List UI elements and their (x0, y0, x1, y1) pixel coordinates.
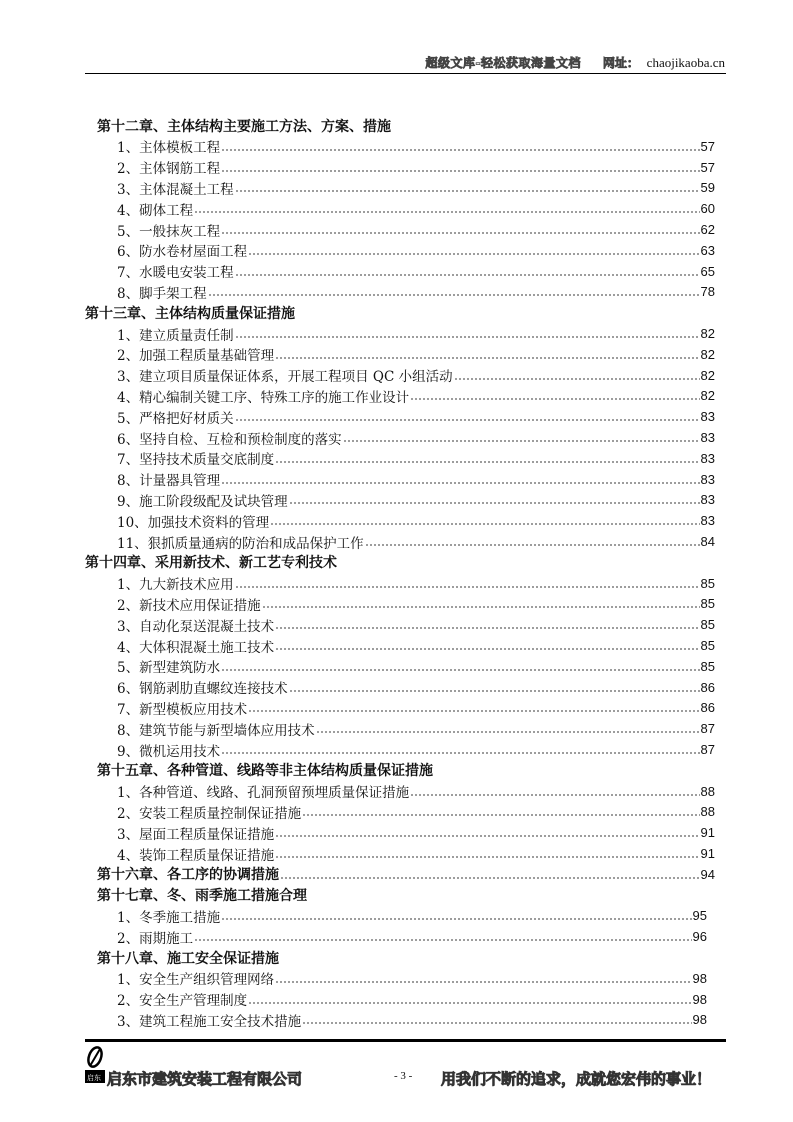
toc-page-number: 57 (700, 138, 715, 154)
toc-title: 2、主体钢筋工程 (117, 161, 221, 178)
toc-entry[interactable] (117, 531, 715, 552)
toc-title: 1、安全生产组织管理网络 (117, 972, 275, 989)
toc-leader-dots (235, 323, 700, 344)
toc-page-number: 86 (700, 679, 715, 695)
toc-chapter-heading[interactable] (97, 760, 715, 781)
toc-page-number: 85 (700, 638, 715, 653)
toc-leader-dots (235, 573, 700, 594)
toc-page-number: 83 (700, 471, 715, 487)
toc-chapter-heading[interactable] (97, 115, 715, 136)
toc-leader-dots (275, 843, 699, 864)
toc-entry[interactable] (117, 510, 715, 531)
toc-title: 3、屋面工程质量保证措施 (117, 826, 275, 843)
toc-page-number: 86 (700, 700, 715, 716)
toc-title: 1、各种管道、线路、孔洞预留预埋质量保证措施 (117, 785, 410, 802)
toc-title: 4、砌体工程 (117, 202, 194, 219)
toc-leader-dots (343, 427, 700, 448)
toc-leader-dots (275, 614, 699, 635)
toc-page-number: 85 (700, 575, 715, 591)
toc-leader-dots (235, 261, 700, 282)
toc-entry[interactable] (117, 801, 715, 822)
toc-leader-dots (289, 489, 700, 510)
toc-title: 3、建立项目质量保证体系，开展工程项目 QC 小组活动 (117, 369, 453, 386)
toc-page-number: 85 (700, 617, 715, 633)
toc-title: 7、坚持技术质量交底制度 (117, 452, 275, 469)
toc-title: 1、主体模板工程 (117, 140, 221, 157)
toc-entry[interactable] (117, 261, 715, 282)
toc-entry[interactable] (117, 843, 715, 864)
toc-leader-dots (302, 1009, 691, 1030)
toc-entry[interactable] (117, 573, 715, 594)
toc-entry[interactable] (117, 989, 707, 1010)
company-logo-icon (84, 1046, 106, 1084)
footer-page-number: - 3 - (394, 1070, 413, 1082)
toc-entry[interactable] (117, 281, 715, 302)
toc-title: 1、冬季施工措施 (117, 909, 221, 926)
toc-page-number: 82 (700, 388, 715, 404)
toc-chapter-heading[interactable] (97, 885, 707, 906)
toc-entry[interactable] (117, 157, 715, 178)
toc-page-number: 78 (700, 284, 715, 300)
toc-page-number: 91 (700, 846, 715, 861)
toc-entry[interactable] (117, 136, 715, 157)
toc-leader-dots (194, 926, 691, 947)
footer-company-name: 启东市建筑安装工程有限公司 (107, 1070, 303, 1088)
toc-title: 9、微机运用技术 (117, 743, 221, 760)
toc-page-number: 98 (692, 991, 707, 1007)
toc-page-number: 87 (700, 742, 715, 757)
toc-title: 8、计量器具管理 (117, 473, 221, 490)
toc-page-number: 91 (700, 825, 715, 841)
header-divider (85, 73, 726, 74)
toc-chapter-heading[interactable] (85, 552, 715, 573)
header-site-label: 网址： (602, 56, 639, 70)
toc-entry[interactable] (117, 656, 715, 677)
toc-page-number: 88 (700, 783, 715, 799)
toc-title: 5、严格把好材质关 (117, 410, 234, 427)
toc-title: 3、建筑工程施工安全技术措施 (117, 1013, 302, 1030)
toc-leader-dots (262, 593, 700, 614)
toc-leader-dots (275, 344, 699, 365)
toc-entry[interactable] (117, 323, 715, 344)
toc-page-number: 59 (700, 180, 715, 196)
toc-page-number: 85 (700, 658, 715, 674)
toc-page-number: 95 (692, 908, 707, 924)
toc-entry[interactable] (117, 219, 715, 240)
toc-title: 2、安装工程质量控制保证措施 (117, 805, 302, 822)
toc-title: 1、九大新技术应用 (117, 577, 234, 594)
toc-page-number: 82 (700, 346, 715, 362)
toc-leader-dots (275, 635, 699, 656)
svg-text:启东: 启东 (87, 1074, 101, 1082)
toc-entry[interactable] (117, 198, 715, 219)
toc-leader-dots (410, 781, 699, 802)
toc-entry[interactable] (117, 781, 715, 802)
header-brand: 超级文库-轻松获取海量文档 (425, 56, 581, 70)
toc-title: 4、装饰工程质量保证措施 (117, 847, 275, 864)
toc-page-number: 88 (700, 804, 715, 820)
toc-entry[interactable] (117, 406, 715, 427)
footer-slogan: 用我们不断的追求，成就您宏伟的事业！ (441, 1070, 712, 1088)
toc-title: 3、自动化泵送混凝土技术 (117, 618, 275, 635)
toc-page-number: 62 (700, 222, 715, 237)
toc-entry[interactable] (117, 635, 715, 656)
toc-title: 11、狠抓质量通病的防治和成品保护工作 (117, 535, 364, 552)
toc-page-number: 83 (700, 450, 715, 466)
toc-entry[interactable] (117, 177, 715, 198)
toc-title: 5、一般抹灰工程 (117, 223, 221, 240)
toc-leader-dots (454, 365, 700, 386)
toc-leader-dots (194, 198, 699, 219)
toc-leader-dots (221, 157, 699, 178)
toc-leader-dots (221, 136, 699, 157)
toc-page-number: 83 (700, 409, 715, 425)
toc-entry[interactable] (117, 822, 715, 843)
toc-title: 3、主体混凝土工程 (117, 181, 234, 198)
toc-page-number: 98 (692, 970, 707, 986)
toc-leader-dots (302, 801, 699, 822)
toc-title: 第十六章、各工序的协调措施 (97, 867, 279, 884)
toc-title: 第十二章、主体结构主要施工方法、方案、措施 (97, 118, 391, 135)
toc-title: 6、防水卷材屋面工程 (117, 244, 248, 261)
toc-title: 9、施工阶段级配及试块管理 (117, 493, 288, 510)
toc-page-number: 96 (692, 929, 707, 945)
toc-leader-dots (221, 656, 699, 677)
toc-title: 8、建筑节能与新型墙体应用技术 (117, 722, 315, 739)
toc-entry[interactable] (117, 905, 707, 926)
toc-title: 第十四章、采用新技术、新工艺专利技术 (85, 555, 337, 572)
toc-entry[interactable] (117, 718, 715, 739)
toc-page-number: 83 (700, 513, 715, 529)
toc-chapter-heading[interactable] (85, 302, 715, 323)
toc-chapter-heading[interactable] (97, 864, 715, 885)
toc-entry[interactable] (117, 385, 715, 406)
toc-leader-dots (221, 905, 691, 926)
toc-title: 6、钢筋剥肋直螺纹连接技术 (117, 681, 288, 698)
toc-page-number: 57 (700, 159, 715, 175)
toc-leader-dots (289, 677, 700, 698)
toc-entry[interactable] (117, 614, 715, 635)
toc-leader-dots (270, 510, 699, 531)
toc-entry[interactable] (117, 593, 715, 614)
toc-page-number: 84 (700, 534, 715, 549)
toc-leader-dots (275, 822, 699, 843)
toc-title: 第十七章、冬、雨季施工措施合理 (97, 888, 307, 905)
header-site-url[interactable]: chaojikaoba.cn (646, 55, 725, 70)
toc-entry[interactable] (117, 926, 707, 947)
toc-page-number: 94 (700, 866, 715, 882)
toc-page-number: 82 (700, 326, 715, 341)
toc-title: 4、精心编制关键工序、特殊工序的施工作业设计 (117, 389, 410, 406)
toc-page-number: 83 (700, 430, 715, 445)
toc-title: 5、新型建筑防水 (117, 660, 221, 677)
toc-entry[interactable] (117, 489, 715, 510)
toc-title: 6、坚持自检、互检和预检制度的落实 (117, 431, 342, 448)
toc-leader-dots (235, 177, 700, 198)
toc-page-number: 63 (700, 242, 715, 258)
toc-title: 2、加强工程质量基础管理 (117, 348, 275, 365)
toc-entry[interactable] (117, 365, 715, 386)
toc-entry[interactable] (117, 968, 707, 989)
toc-leader-dots (316, 718, 700, 739)
toc-title: 2、新技术应用保证措施 (117, 597, 261, 614)
toc-page-number: 60 (700, 201, 715, 217)
toc-entry[interactable] (117, 448, 715, 469)
toc-leader-dots (221, 469, 699, 490)
toc-entry[interactable] (117, 427, 715, 448)
toc-page-number: 65 (700, 263, 715, 279)
toc-leader-dots (221, 739, 699, 760)
toc-entry[interactable] (117, 240, 715, 261)
toc-title: 第十三章、主体结构质量保证措施 (85, 305, 295, 322)
toc-page-number: 98 (692, 1012, 707, 1028)
toc-page-number: 83 (700, 492, 715, 508)
toc-leader-dots (208, 281, 700, 302)
toc-entry[interactable] (117, 1009, 707, 1030)
toc-entry[interactable] (117, 677, 715, 698)
toc-leader-dots (248, 989, 691, 1010)
toc-page-number: 82 (700, 367, 715, 383)
toc-title: 8、脚手架工程 (117, 285, 207, 302)
toc-entry[interactable] (117, 739, 715, 760)
toc-leader-dots (365, 531, 700, 552)
page-header (426, 54, 725, 71)
toc-leader-dots (248, 697, 699, 718)
toc-entry[interactable] (117, 344, 715, 365)
toc-title: 7、水暖电安装工程 (117, 265, 234, 282)
toc-page-number: 85 (700, 596, 715, 612)
toc-leader-dots (275, 448, 699, 469)
toc-title: 2、雨期施工 (117, 930, 194, 947)
toc-leader-dots (221, 219, 699, 240)
toc-entry[interactable] (117, 469, 715, 490)
toc-leader-dots (275, 968, 691, 989)
toc-title: 1、建立质量责任制 (117, 327, 234, 344)
toc-title: 第十八章、施工安全保证措施 (97, 950, 279, 967)
toc-chapter-heading[interactable] (97, 947, 707, 968)
toc-page-number: 87 (700, 721, 715, 737)
toc-leader-dots (410, 385, 699, 406)
footer-divider (85, 1039, 726, 1042)
toc-entry[interactable] (117, 697, 715, 718)
toc-leader-dots (248, 240, 699, 261)
toc-title: 7、新型模板应用技术 (117, 701, 248, 718)
toc-leader-dots (280, 864, 700, 885)
toc-title: 2、安全生产管理制度 (117, 993, 248, 1010)
toc-title: 第十五章、各种管道、线路等非主体结构质量保证措施 (97, 763, 433, 780)
toc-title: 4、大体积混凝土施工技术 (117, 639, 275, 656)
toc-title: 10、加强技术资料的管理 (117, 514, 270, 531)
toc-leader-dots (235, 406, 700, 427)
